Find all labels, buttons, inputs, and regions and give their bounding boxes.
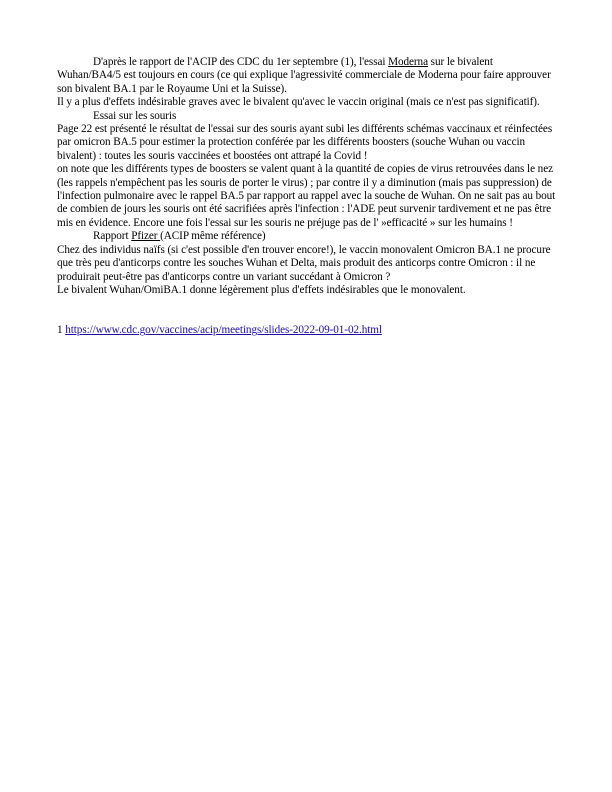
paragraph-text: Rapport (93, 230, 132, 243)
paragraph-text: sur le bivalent Wuhan/BA4/5 est toujours en cours (ce qui explique l'agressivité commerciale de Moderna pour faire approuver son bivalent BA.1 par le Royaume Uni et la Suisse). (57, 56, 551, 95)
paragraph-side-effects: Il y a plus d'effets indésirable graves avec le bivalent qu'avec le vaccin original (mais ce n'est pas significatif). (57, 96, 540, 109)
document-body (57, 56, 557, 338)
paragraph-boosters-comparison: on note que les différents types de boosters se valent quant à la quantité de copies de virus retrouvées dans le nez (les rappels n'empêchent pas les souris de porter le virus) ; par contre il y a diminution (mais pas suppression) de l'infection pulmonaire avec le rappel BA.5 par rapport au rappel avec la souche de Wuhan. On ne sait pas au bout de combien de jours les souris ont été sacrifiées après l'infection : l'ADE peut survenir tardivement et ne pas être mis en évidence. Encore une fois l'essai sur les souris ne préjuge pas de l' »efficacité » sur les humains ! (57, 163, 556, 229)
paragraph-text: D'après le rapport de l'ACIP des CDC du 1er septembre (1), l'essai (93, 56, 389, 68)
pfizer-link[interactable]: Pfizer (131, 230, 161, 243)
footnote (57, 324, 557, 337)
paragraph-acip-report (57, 56, 557, 96)
paragraph-naive-individuals: Chez des individus naïfs (si c'est possible d'en trouver encore!), le vaccin monovalent Omicron BA.1 ne procure que très peu d'anticorps contre les souches Wuhan et Delta, mais produit des anticorps contre Omicron : il ne produirait peut-être pas d'anticorps contre un variant succédant à Omicron ? (57, 243, 551, 283)
footnote-number: 1 (57, 324, 66, 337)
paragraph-mouse-results: Page 22 est présenté le résultat de l'essai sur des souris ayant subi les différents schémas vaccinaux et réinfectées par omicron BA.5 pour estimer la protection conférée par les différents boosters (souche Wuhan ou vaccin bivalent) : toutes les souris vaccinées et boostées ont attrapé la Covid ! (57, 123, 553, 162)
footnote-url-link[interactable]: https://www.cdc.gov/vaccines/acip/meetings/slides-2022-09-01-02.html (65, 324, 382, 337)
spacer (57, 297, 557, 324)
heading-mouse-trial: Essai sur les souris (93, 109, 177, 122)
heading-pfizer-report (57, 230, 557, 243)
paragraph-text: (ACIP même référence) (160, 230, 266, 243)
moderna-link[interactable]: Moderna (388, 56, 428, 68)
paragraph-bivalent-side-effects: Le bivalent Wuhan/OmiBA.1 donne légèrement plus d'effets indésirables que le monovalent. (57, 283, 466, 296)
